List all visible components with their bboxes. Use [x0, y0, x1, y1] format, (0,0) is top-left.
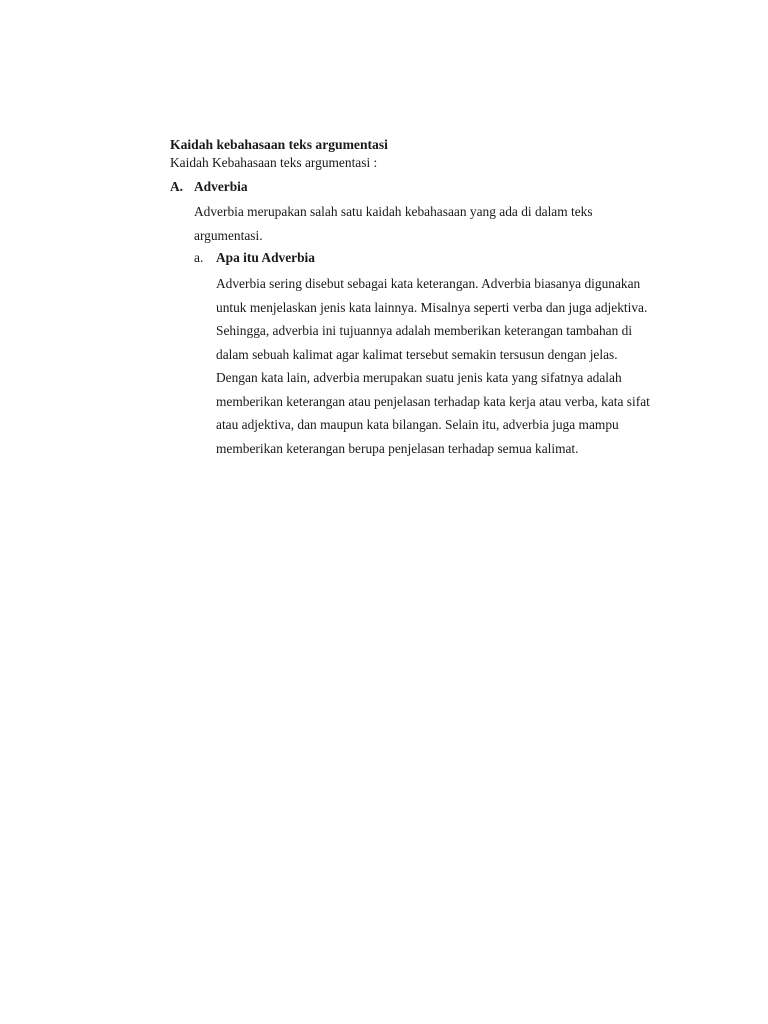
paragraph: Adverbia sering disebut sebagai kata keterangan. Adverbia biasanya digunakan untuk menjelaskan jenis kata lainnya. Misalnya seperti verba dan juga adjektiva. Sehingga, adverbia ini tujuannya adalah memberikan keterangan tambahan di dalam sebuah kalimat agar kalimat tersebut semakin tersusun dengan jelas. [216, 276, 648, 362]
document-title: Kaidah kebahasaan teks argumentasi [170, 137, 388, 152]
section-heading: Adverbia [194, 179, 248, 194]
subsection-heading: Apa itu Adverbia [216, 250, 315, 265]
subsection-body [216, 272, 656, 460]
paragraph: Dengan kata lain, adverbia merupakan suatu jenis kata yang sifatnya adalah memberikan keterangan atau penjelasan terhadap kata kerja atau verba, kata sifat atau adjektiva, dan maupun kata bilangan. Selain itu, adverbia juga mampu memberikan keterangan berupa penjelasan terhadap semua kalimat. [216, 370, 650, 456]
section-marker: A. [170, 179, 184, 194]
section-body: Adverbia merupakan salah satu kaidah kebahasaan yang ada di dalam teks argumentasi. [194, 204, 593, 243]
subsection-marker: a. [194, 250, 204, 265]
document-subtitle: Kaidah Kebahasaan teks argumentasi : [170, 155, 378, 170]
